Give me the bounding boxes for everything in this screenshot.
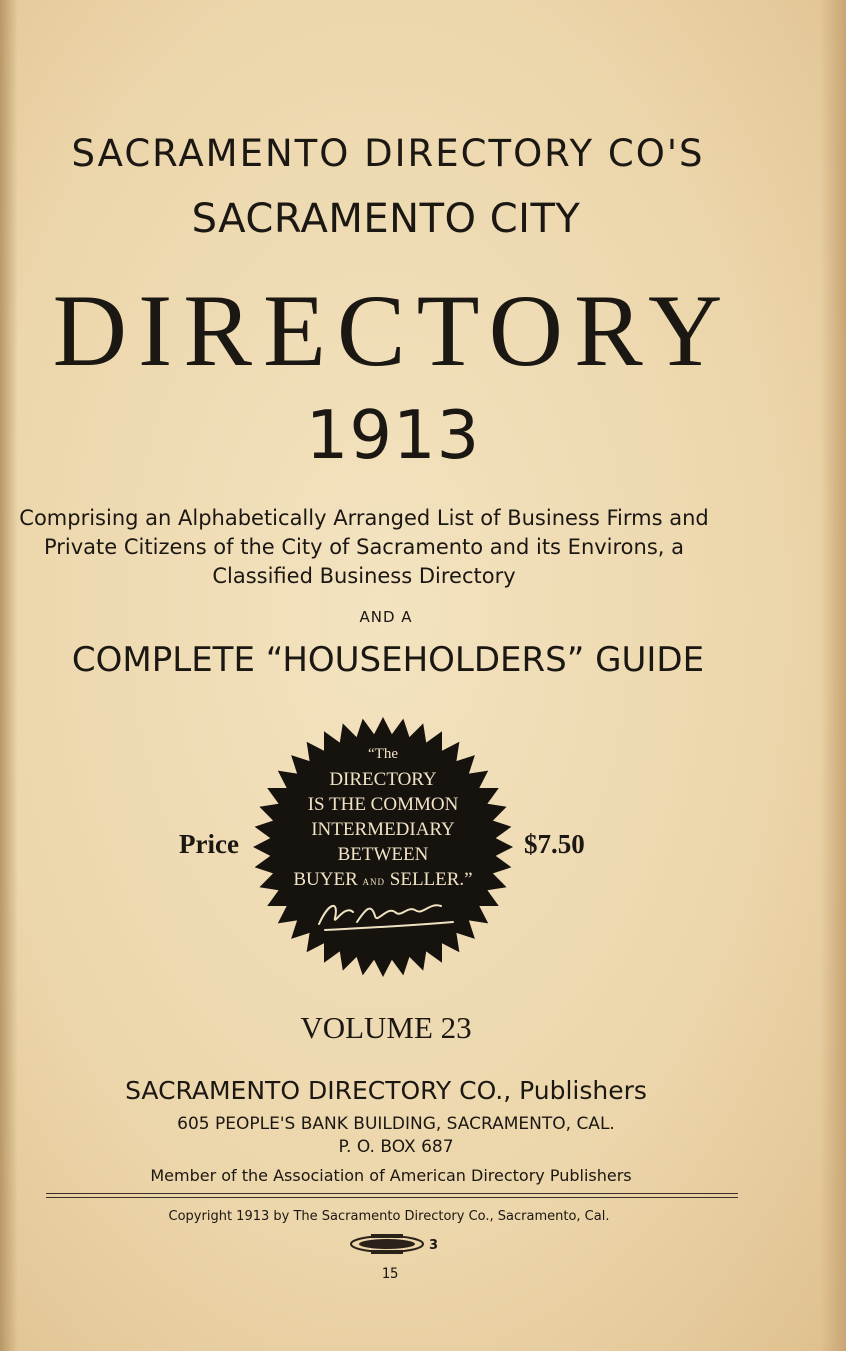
association-membership: Member of the Association of American Directory Publishers: [150, 1166, 632, 1185]
page-edge-shadow: [820, 0, 846, 1351]
union-label-number: 3: [429, 1238, 439, 1253]
divider-rule: [46, 1197, 738, 1198]
seal-word: BUYER: [293, 869, 358, 890]
city-heading: SACRAMENTO CITY: [191, 196, 581, 242]
po-box: P. O. BOX 687: [338, 1137, 454, 1157]
seal-line: IS THE COMMON: [307, 794, 459, 815]
seal-line: BETWEEN: [337, 844, 429, 865]
union-label-icon: [349, 1233, 439, 1255]
year: 1913: [305, 396, 481, 474]
seal-word: AND: [362, 877, 386, 887]
page-number: 15: [381, 1266, 399, 1282]
seal-line: INTERMEDIARY: [311, 819, 455, 840]
publisher-address: 605 PEOPLE'S BANK BUILDING, SACRAMENTO, CAL.: [177, 1114, 615, 1134]
price-amount: $7.50: [524, 829, 585, 859]
seal-line: “The: [368, 746, 398, 762]
copyright-notice: Copyright 1913 by The Sacramento Directory Co., Sacramento, Cal.: [168, 1209, 610, 1224]
seal-line: DIRECTORY: [329, 769, 437, 790]
publisher-heading: SACRAMENTO DIRECTORY CO'S: [71, 132, 705, 175]
price-label: Price: [179, 829, 239, 859]
householders-guide-heading: COMPLETE “HOUSEHOLDERS” GUIDE: [71, 640, 705, 680]
seal-line: [252, 867, 514, 895]
divider-rule: [46, 1193, 738, 1194]
signature-icon: [305, 892, 465, 938]
seal-quote: [252, 742, 514, 895]
seal-word: SELLER.”: [389, 869, 473, 890]
volume-number: VOLUME 23: [300, 1010, 472, 1045]
and-a-label: AND A: [359, 608, 413, 626]
publisher-name: SACRAMENTO DIRECTORY CO., Publishers: [125, 1076, 647, 1105]
page-title: DIRECTORY: [52, 274, 734, 388]
description-text: Comprising an Alphabetically Arranged List of Business Firms and Private Citizens of the City of Sacramento and its Environs, a Classified Business Directory: [19, 506, 709, 588]
